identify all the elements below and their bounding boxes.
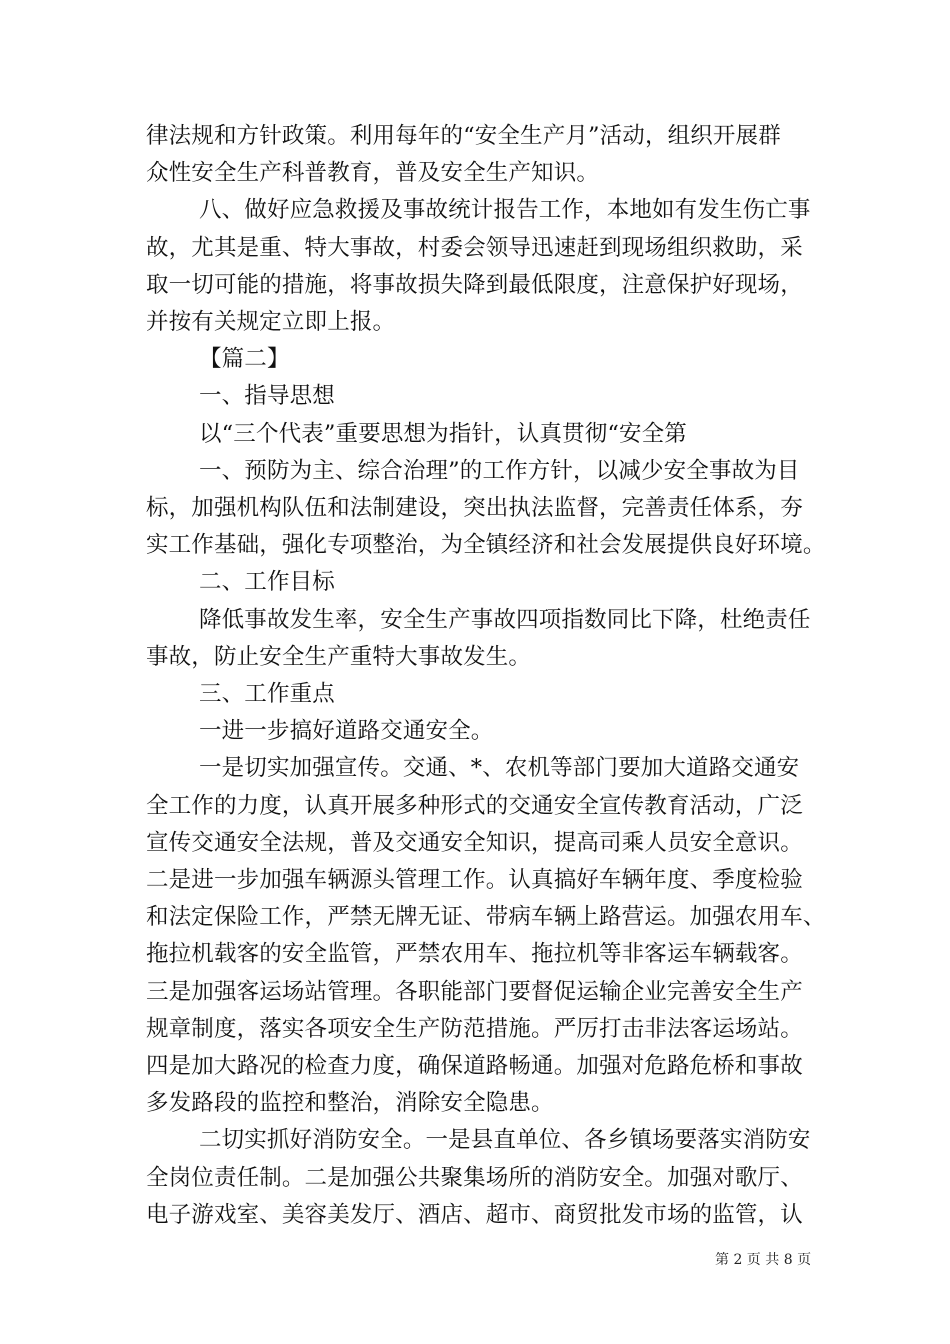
document-body xyxy=(146,118,826,1234)
document-line: 规章制度，落实各项安全生产防范措施。严厉打击非法客运场站。 xyxy=(146,1015,803,1042)
document-line: 四是加大路况的检查力度，确保道路畅通。加强对危路危桥和事故 xyxy=(146,1053,803,1080)
document-line: 实工作基础，强化专项整治，为全镇经济和社会发展提供良好环境。 xyxy=(146,532,826,559)
document-line: 二、工作目标 xyxy=(199,569,335,596)
document-line: 【篇二】 xyxy=(199,346,290,373)
document-line: 三、工作重点 xyxy=(199,681,335,708)
page-number-footer: 第 2 页 共 8 页 xyxy=(715,1252,812,1268)
document-line: 故，尤其是重、特大事故，村委会领导迅速赶到现场组织救助，采 xyxy=(146,234,803,261)
document-line: 一是切实加强宣传。交通、*、农机等部门要加大道路交通安 xyxy=(199,755,800,782)
document-line: 三是加强客运场站管理。各职能部门要督促运输企业完善安全生产 xyxy=(146,978,803,1005)
document-line: 降低事故发生率，安全生产事故四项指数同比下降，杜绝责任 xyxy=(199,606,811,633)
document-line: 全工作的力度，认真开展多种形式的交通安全宣传教育活动，广泛 xyxy=(146,792,803,819)
document-line: 八、做好应急救援及事故统计报告工作，本地如有发生伤亡事 xyxy=(199,197,811,224)
document-line: 一、预防为主、综合治理”的工作方针，以减少安全事故为目 xyxy=(199,457,800,484)
document-line: 和法定保险工作，严禁无牌无证、带病车辆上路营运。加强农用车、 xyxy=(146,904,826,931)
document-line: 众性安全生产科普教育，普及安全生产知识。 xyxy=(146,160,600,187)
document-line: 二是进一步加强车辆源头管理工作。认真搞好车辆年度、季度检验 xyxy=(146,867,803,894)
document-line: 宣传交通安全法规，普及交通安全知识，提高司乘人员安全意识。 xyxy=(146,829,803,856)
document-line: 标，加强机构队伍和法制建设，突出执法监督，完善责任体系，夯 xyxy=(146,495,803,522)
document-line: 并按有关规定立即上报。 xyxy=(146,309,396,336)
document-line: 事故，防止安全生产重特大事故发生。 xyxy=(146,643,532,670)
document-line: 电子游戏室、美容美发厅、酒店、超市、商贸批发市场的监管，认 xyxy=(146,1201,803,1228)
document-line: 一进一步搞好道路交通安全。 xyxy=(199,718,494,745)
document-line: 全岗位责任制。二是加强公共聚集场所的消防安全。加强对歌厅、 xyxy=(146,1164,803,1191)
document-line: 多发路段的监控和整治，消除安全隐患。 xyxy=(146,1090,554,1117)
document-line: 取一切可能的措施，将事故损失降到最低限度，注意保护好现场， xyxy=(146,271,803,298)
document-line: 二切实抓好消防安全。一是县直单位、各乡镇场要落实消防安 xyxy=(199,1127,811,1154)
document-line: 拖拉机载客的安全监管，严禁农用车、拖拉机等非客运车辆载客。 xyxy=(146,941,803,968)
document-line: 律法规和方针政策。利用每年的“安全生产月”活动，组织开展群 xyxy=(146,123,781,149)
document-line: 一、指导思想 xyxy=(199,383,335,410)
document-line: 以“三个代表”重要思想为指针，认真贯彻“安全第 xyxy=(199,420,687,447)
